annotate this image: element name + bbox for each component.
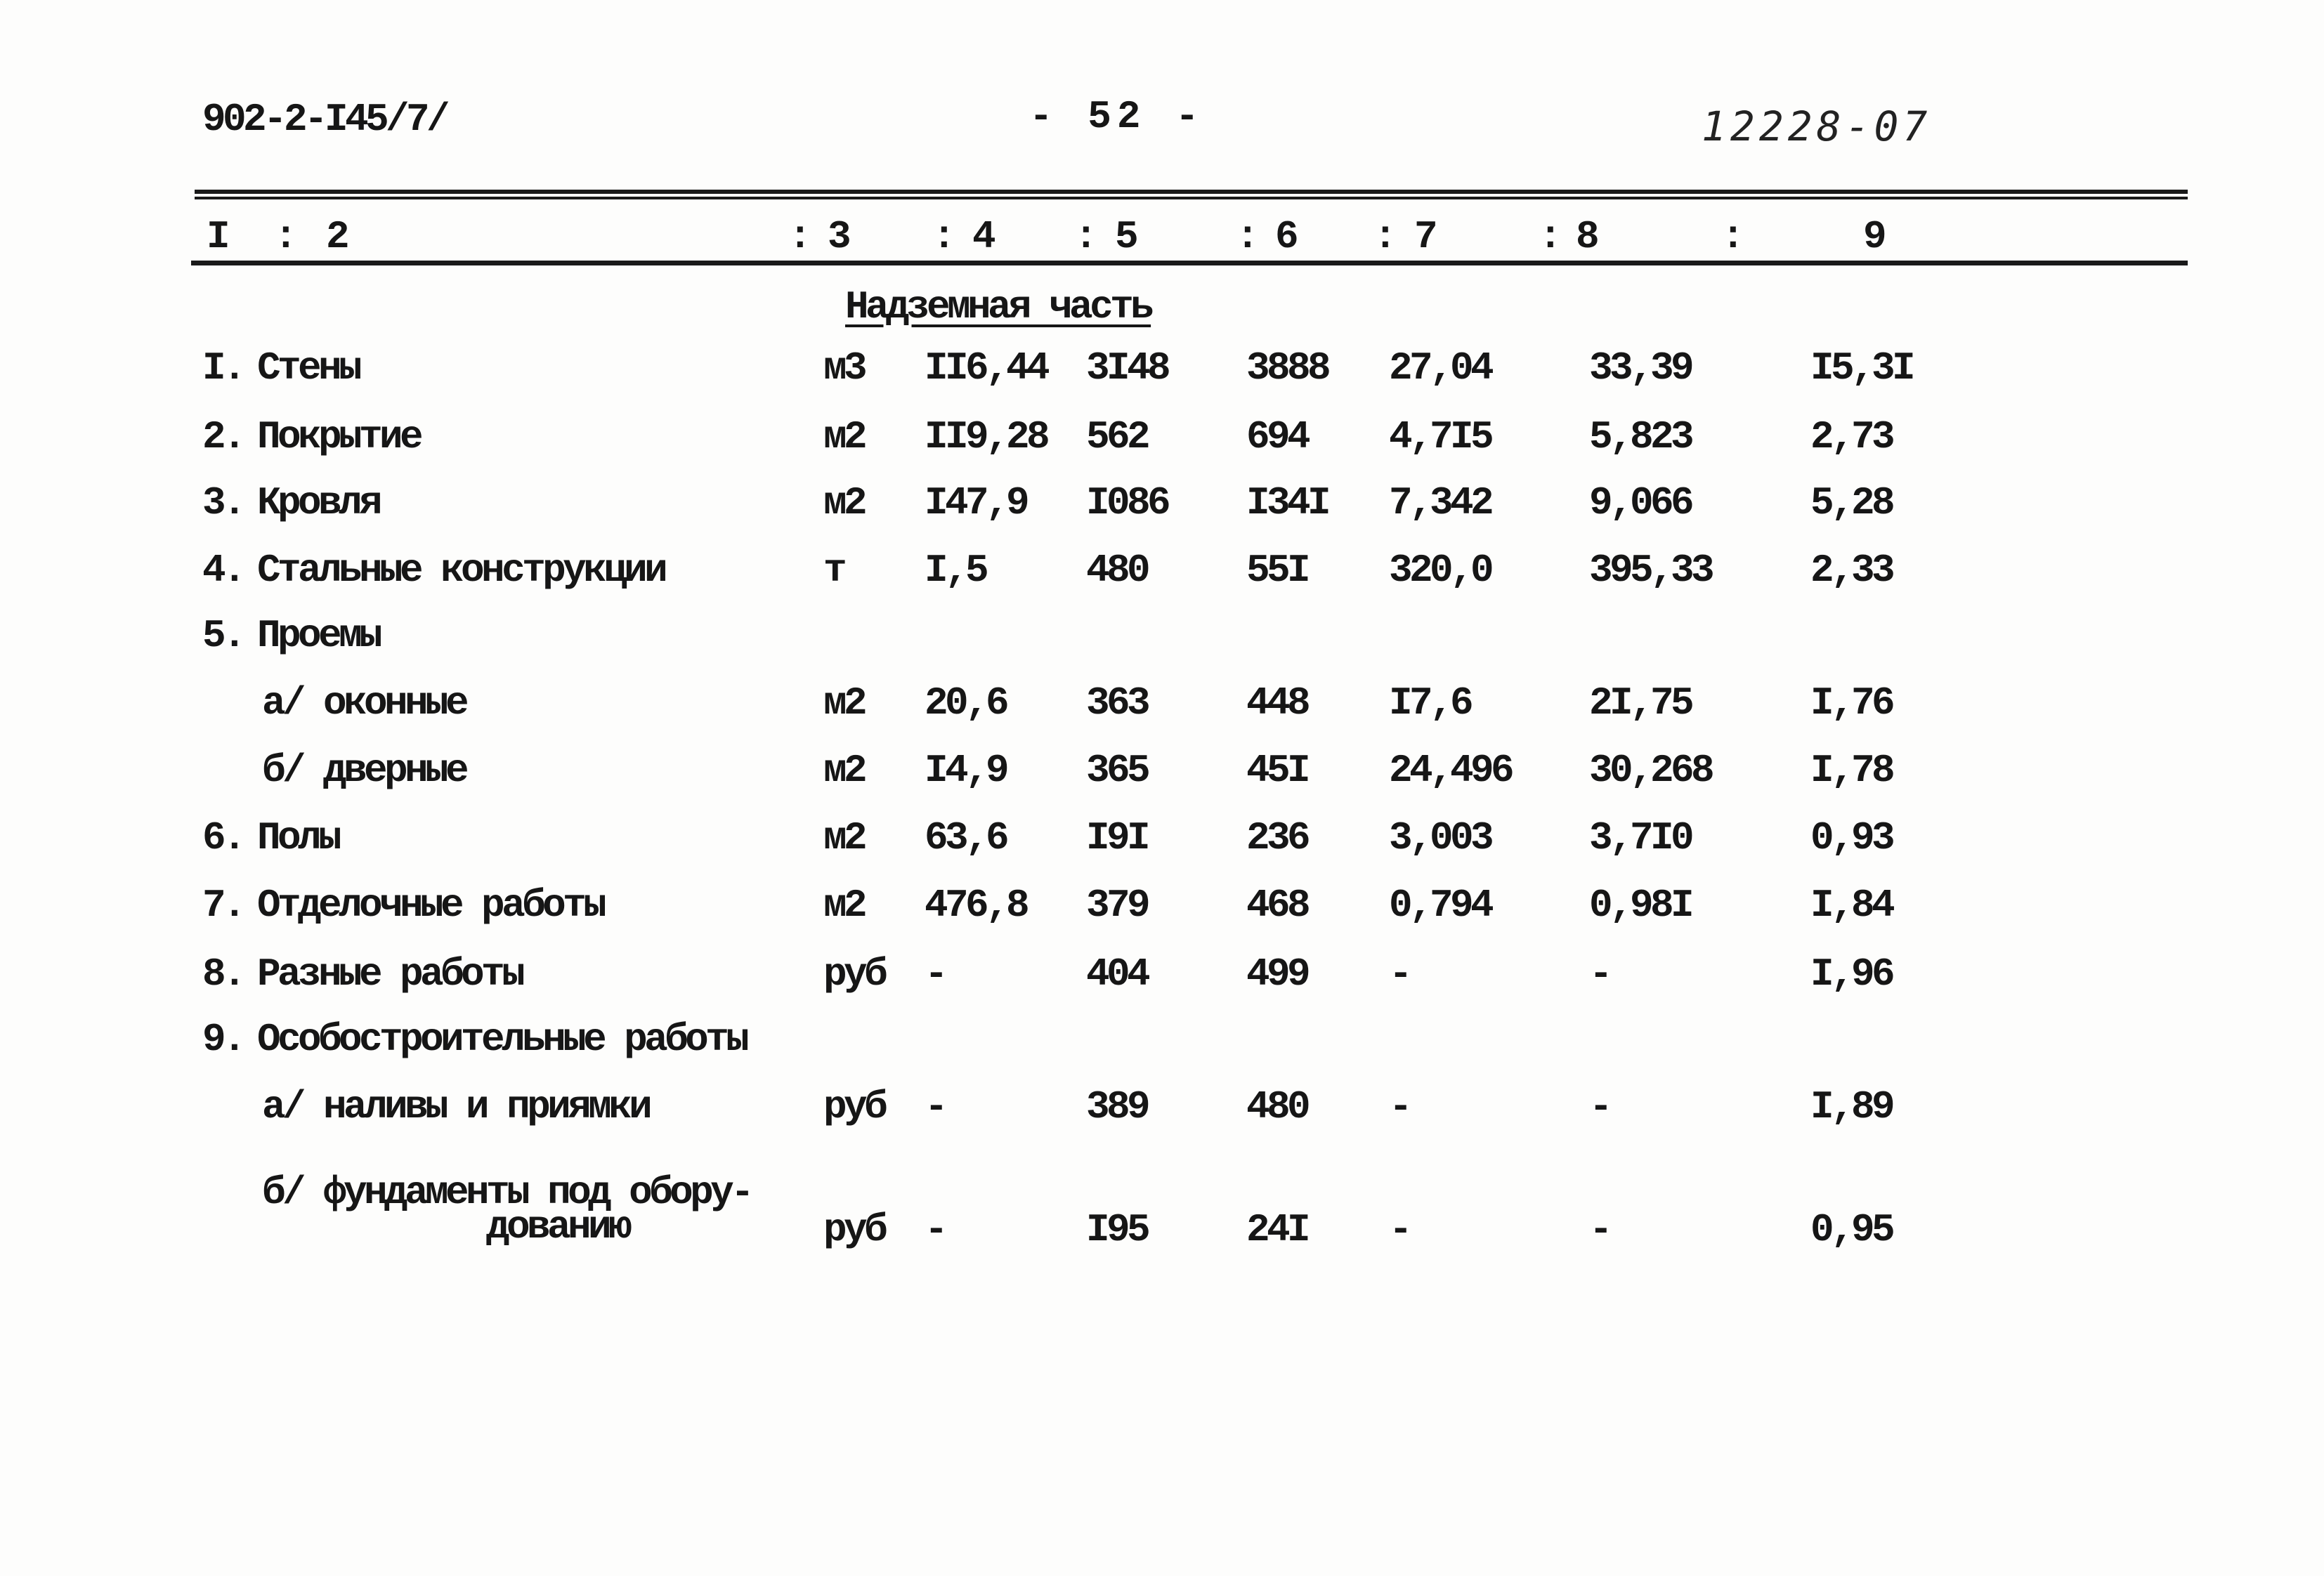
table-row <box>0 480 2324 525</box>
col7-cell: 4,7I5 <box>1389 414 1491 459</box>
row-number: 7. <box>202 883 244 928</box>
col6-cell: 24I <box>1246 1207 1308 1252</box>
col9-cell: 2,73 <box>1810 414 1893 459</box>
column-number: 7 <box>1414 214 1435 259</box>
col7-cell: 7,342 <box>1389 480 1491 525</box>
row-label: Стальные конструкции <box>257 548 665 593</box>
col9-cell: I,76 <box>1810 681 1893 725</box>
table-row <box>0 414 2324 459</box>
table-row <box>0 1017 2324 1062</box>
row-label: б/ дверные <box>262 748 466 793</box>
row-number: 5. <box>202 613 244 658</box>
col5-cell: 365 <box>1086 748 1148 793</box>
column-separator: : <box>1236 214 1257 259</box>
col8-cell: - <box>1589 952 1610 997</box>
row-label: а/ оконные <box>262 681 466 725</box>
table-row <box>0 548 2324 593</box>
row-label: а/ наливы и приямки <box>262 1084 650 1129</box>
col8-cell: 0,98I <box>1589 883 1692 928</box>
row-number: 6. <box>202 815 244 860</box>
col4-cell: 476,8 <box>925 883 1027 928</box>
col5-cell: I9I <box>1086 815 1148 860</box>
col6-cell: 236 <box>1246 815 1308 860</box>
row-label: Проемы <box>257 613 380 658</box>
row-label: Разные работы <box>257 952 523 997</box>
column-separator: : <box>1539 214 1560 259</box>
col9-cell: I5,3I <box>1810 346 1913 390</box>
unit-cell: руб <box>823 1207 885 1252</box>
table-row <box>0 1084 2324 1129</box>
col4-cell: - <box>925 952 946 997</box>
col9-cell: I,84 <box>1810 883 1893 928</box>
col4-cell: I,5 <box>925 548 986 593</box>
col5-cell: 363 <box>1086 681 1148 725</box>
col6-cell: I34I <box>1246 480 1329 525</box>
col7-cell: 27,04 <box>1389 346 1491 390</box>
col4-cell: I4,9 <box>925 748 1007 793</box>
col8-cell: 33,39 <box>1589 346 1692 390</box>
row-label: Стены <box>257 346 360 390</box>
col9-cell: I,96 <box>1810 952 1893 997</box>
row-number: I. <box>202 346 244 390</box>
col7-cell: - <box>1389 1207 1410 1252</box>
col7-cell: 0,794 <box>1389 883 1491 928</box>
row-label: Покрытие <box>257 414 421 459</box>
row-label: б/ фундаменты под обору- <box>262 1170 752 1215</box>
column-separator: : <box>1721 214 1742 259</box>
col8-cell: 395,33 <box>1589 548 1712 593</box>
column-number: 3 <box>828 214 849 259</box>
column-number: 2 <box>326 214 347 259</box>
col5-cell: 379 <box>1086 883 1148 928</box>
col8-cell: 2I,75 <box>1589 681 1692 725</box>
col4-cell: - <box>925 1084 946 1129</box>
col4-cell: - <box>925 1207 946 1252</box>
row-number: 2. <box>202 414 244 459</box>
col5-cell: 562 <box>1086 414 1148 459</box>
unit-cell: м2 <box>823 414 865 459</box>
col7-cell: 320,0 <box>1389 548 1491 593</box>
col4-cell: II6,44 <box>925 346 1047 390</box>
col7-cell: - <box>1389 952 1410 997</box>
col5-cell: 404 <box>1086 952 1148 997</box>
unit-cell: м2 <box>823 480 865 525</box>
row-number: 3. <box>202 480 244 525</box>
row-label-continuation: дованию <box>486 1204 629 1249</box>
row-label: Особостроительные работы <box>257 1017 747 1062</box>
unit-cell: м3 <box>823 346 865 390</box>
col6-cell: 468 <box>1246 883 1308 928</box>
table-row <box>0 748 2324 793</box>
column-number: 6 <box>1275 214 1296 259</box>
col8-cell: 3,7I0 <box>1589 815 1692 860</box>
col6-cell: 694 <box>1246 414 1308 459</box>
column-separator: : <box>788 214 809 259</box>
col6-cell: 480 <box>1246 1084 1308 1129</box>
row-number: 8. <box>202 952 244 997</box>
row-number: 4. <box>202 548 244 593</box>
column-separator: : <box>932 214 953 259</box>
unit-cell: м2 <box>823 748 865 793</box>
column-number: I <box>207 214 228 259</box>
col9-cell: 2,33 <box>1810 548 1893 593</box>
col5-cell: I086 <box>1086 480 1168 525</box>
col6-cell: 448 <box>1246 681 1308 725</box>
col9-cell: 0,95 <box>1810 1207 1893 1252</box>
top-rule-inner <box>195 197 2188 199</box>
col8-cell: - <box>1589 1084 1610 1129</box>
col4-cell: II9,28 <box>925 414 1047 459</box>
unit-cell: м2 <box>823 815 865 860</box>
col7-cell: I7,6 <box>1389 681 1471 725</box>
section-title: Надземная часть <box>845 284 1151 329</box>
inventory-number: 12228-07 <box>1702 103 1932 150</box>
col4-cell: 20,6 <box>925 681 1007 725</box>
col7-cell: 3,003 <box>1389 815 1491 860</box>
column-number: 8 <box>1576 214 1597 259</box>
column-number: 9 <box>1863 214 1884 259</box>
col6-cell: 45I <box>1246 748 1308 793</box>
col9-cell: 0,93 <box>1810 815 1893 860</box>
table-row <box>0 348 2324 388</box>
col8-cell: - <box>1589 1207 1610 1252</box>
column-separator: : <box>1074 214 1095 259</box>
table-row <box>0 613 2324 658</box>
unit-cell: т <box>823 548 844 593</box>
col9-cell: I,89 <box>1810 1084 1893 1129</box>
column-separator: : <box>1373 214 1395 259</box>
col9-cell: 5,28 <box>1810 480 1893 525</box>
row-label: Отделочные работы <box>257 883 604 928</box>
unit-cell: руб <box>823 1084 885 1129</box>
unit-cell: м2 <box>823 883 865 928</box>
col8-cell: 9,066 <box>1589 480 1692 525</box>
col5-cell: I95 <box>1086 1207 1148 1252</box>
col6-cell: 55I <box>1246 548 1308 593</box>
unit-cell: руб <box>823 952 885 997</box>
col7-cell: 24,496 <box>1389 748 1512 793</box>
table-row <box>0 815 2324 860</box>
document-code: 902-2-I45/7/ <box>202 97 448 142</box>
col4-cell: I47,9 <box>925 480 1027 525</box>
col5-cell: 3I48 <box>1086 346 1168 390</box>
column-number: 5 <box>1115 214 1136 259</box>
column-number: 4 <box>972 214 993 259</box>
col5-cell: 389 <box>1086 1084 1148 1129</box>
table-row <box>0 1170 2324 1252</box>
unit-cell: м2 <box>823 681 865 725</box>
col6-cell: 499 <box>1246 952 1308 997</box>
col5-cell: 480 <box>1086 548 1148 593</box>
col9-cell: I,78 <box>1810 748 1893 793</box>
row-number: 9. <box>202 1017 244 1062</box>
table-row <box>0 683 2324 723</box>
row-label: Кровля <box>257 480 380 525</box>
col8-cell: 5,823 <box>1589 414 1692 459</box>
col8-cell: 30,268 <box>1589 748 1712 793</box>
page-number: - 52 - <box>1029 94 1205 139</box>
col4-cell: 63,6 <box>925 815 1007 860</box>
column-separator: : <box>274 214 295 259</box>
table-row <box>0 952 2324 997</box>
row-label: Полы <box>257 815 339 860</box>
col7-cell: - <box>1389 1084 1410 1129</box>
table-row <box>0 883 2324 928</box>
header-bottom-rule <box>191 261 2188 265</box>
col6-cell: 3888 <box>1246 346 1329 390</box>
top-rule <box>195 190 2188 194</box>
